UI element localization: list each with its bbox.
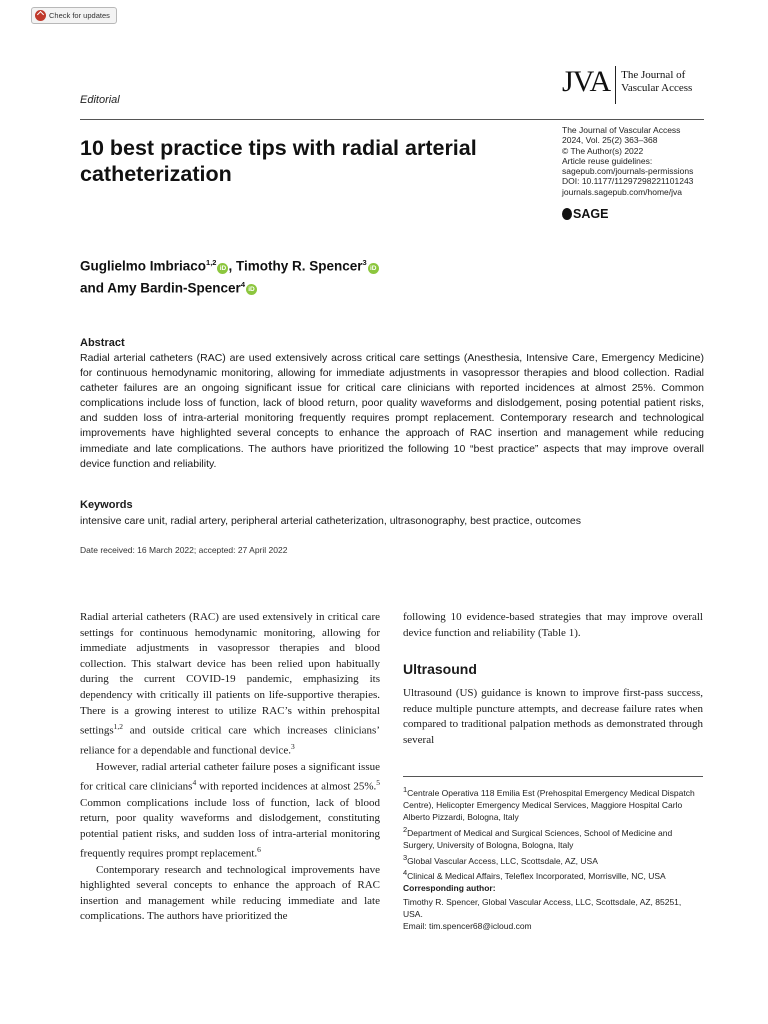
meta-doi[interactable]: DOI: 10.1177/11297298221101243 (562, 176, 694, 187)
corresponding-address: Timothy R. Spencer, Global Vascular Access, LLC, Scottsdale, AZ, 85251, USA. (403, 897, 682, 919)
meta-journal: The Journal of Vascular Access (562, 125, 681, 135)
footnote-number: 4 (403, 868, 408, 878)
footnote-item (403, 784, 703, 823)
citation[interactable]: 1,2 (113, 722, 123, 732)
abstract-text: Radial arterial catheters (RAC) are used extensively across critical care settings (Anesthesia, Intensive Care, Emergency Medicine) for continuous hemodynamic monitoring, allowing for immediate adjustments in vasopressor therapies and blood collection. Radial catheter failures are an ongoing significant issue for critical care clinicians with reported incidences at almost 25%. Common complications include loss of function, lack of blood return, poor quality waveforms and dislodgement, posing potential patient risks, and sudden loss of intra-arterial monitoring frequently requires prompt replacement. Contemporary research and technological improvements have highlighted several concepts to enhance the approach of RAC insertion and management while reducing immediate and late complications. The authors have prioritized the following 10 “best practice” aspects that may improve overall device function and reliability. (80, 352, 704, 470)
keywords-heading: Keywords (80, 499, 133, 511)
footnote-item (403, 867, 703, 882)
body-paragraph (80, 610, 380, 760)
author-name: Timothy R. Spencer (235, 258, 363, 274)
publisher-name: SAGE (573, 207, 609, 221)
author-name: Guglielmo Imbriaco (80, 258, 207, 274)
footnote-item (403, 852, 703, 867)
body-text: with reported incidences at almost 25%. (196, 780, 377, 793)
body-text: Radial arterial catheters (RAC) are used extensively in critical care settings for continuous hemodynamic monitoring, allowing for immediate adjustments in vasopressor therapies and blood collection. This stalwart device has been relied upon habitually during the current COVID-19 pandemic, emphasizing its dependency with critically ill patients on life-supportive therapies. There is a growing interest to utilize RAC’s within prehospital settings (80, 611, 380, 737)
section-label: Editorial (80, 94, 120, 106)
citation[interactable]: 5 (376, 778, 381, 788)
footnote-text: Centrale Operativa 118 Emilia Est (Prehospital Emergency Medical Dispatch Centre), Helicopter Emergency Medical Services, Maggiore Hospital Carlo Alberto Pizzardi, Bologna, Italy (403, 787, 695, 822)
author-affiliation: 3 (362, 258, 367, 267)
publisher-logo (562, 207, 608, 221)
body-text: Common complications include loss of function, lack of blood return, poor quality waveforms and dislodgement, constituting potential patient risks, and sudden loss of intra-arterial monitoring frequently requires prompt replacement. (80, 796, 380, 860)
meta-reuse: Article reuse guidelines: (562, 155, 653, 166)
citation[interactable]: 4 (192, 778, 197, 788)
check-for-updates-label: Check for updates (49, 11, 110, 20)
body-paragraph: Contemporary research and technological improvements have highlighted several concepts to enhance the approach of RAC insertion and management while reducing immediate and late complications. The authors have prioritized the (80, 863, 380, 923)
footnote-divider (403, 776, 703, 777)
meta-copyright: © The Author(s) 2022 (562, 145, 644, 156)
journal-logo-abbr: JVA (562, 66, 616, 104)
affiliation-footnotes (403, 784, 703, 883)
section-heading: Ultrasound (403, 661, 477, 677)
meta-volume: 2024, Vol. 25(2) 363–368 (562, 135, 658, 146)
orcid-icon[interactable]: iD (368, 263, 379, 274)
body-text: and outside critical care which increases clinicians’ reliance for a dependable and functional device. (80, 724, 380, 758)
footnote-item (403, 824, 703, 851)
author-separator: and (80, 280, 108, 295)
body-text: However, radial arterial catheter failure poses a significant issue for critical care clinicians (80, 760, 380, 793)
check-for-updates-button[interactable] (31, 7, 117, 24)
author-separator: , (228, 258, 236, 274)
keywords-text: intensive care unit, radial artery, peripheral arterial catheterization, ultrasonography, best practice, outcomes (80, 515, 581, 527)
body-paragraph: Ultrasound (US) guidance is known to improve first-pass success, reduce multiple puncture attempts, and decrease failure rates when compared to traditional palpation methods as demonstrated through several (403, 687, 703, 746)
body-paragraph (80, 760, 380, 863)
footnote-text: Department of Medical and Surgical Sciences, School of Medicine and Surgery, University of Bologna, Bologna, Italy (403, 827, 673, 850)
corresponding-heading: Corresponding author: (403, 883, 496, 893)
journal-logo-name: The Journal of Vascular Access (621, 69, 693, 94)
sage-icon (562, 208, 572, 220)
footnote-number: 2 (403, 824, 408, 834)
header-divider (80, 119, 704, 120)
author-list (80, 254, 500, 297)
orcid-icon[interactable]: iD (246, 284, 257, 295)
citation[interactable]: 3 (291, 742, 295, 752)
dates-line: Date received: 16 March 2022; accepted: 27 April 2022 (80, 545, 288, 555)
journal-logo (562, 66, 701, 104)
body-left-column (80, 610, 380, 925)
footnote-number: 3 (403, 852, 408, 862)
refresh-icon (35, 10, 46, 21)
corresponding-email[interactable]: Email: tim.spencer68@icloud.com (403, 921, 532, 931)
citation[interactable]: 6 (257, 845, 261, 855)
footnote-number: 1 (403, 785, 408, 794)
article-title: 10 best practice tips with radial arterial catheterization (80, 136, 477, 186)
corresponding-details (403, 896, 703, 932)
footnote-text: Clinical & Medical Affairs, Teleflex Incorporated, Morrisville, NC, USA (407, 871, 666, 882)
orcid-icon[interactable]: iD (217, 263, 228, 274)
journal-meta (562, 125, 722, 197)
footnote-text: Global Vascular Access, LLC, Scottsdale, AZ, USA (407, 855, 598, 866)
abstract-heading: Abstract (80, 337, 125, 349)
author-name: Amy Bardin-Spencer (107, 280, 241, 295)
meta-permissions-link[interactable]: sagepub.com/journals-permissions (562, 166, 694, 177)
author-affiliation: 4 (240, 279, 245, 289)
author-affiliation: 1,2 (206, 258, 217, 267)
body-paragraph: following 10 evidence-based strategies that may improve overall device function and reliability (Table 1). (403, 611, 703, 639)
meta-homepage-link[interactable]: journals.sagepub.com/home/jva (562, 186, 683, 197)
